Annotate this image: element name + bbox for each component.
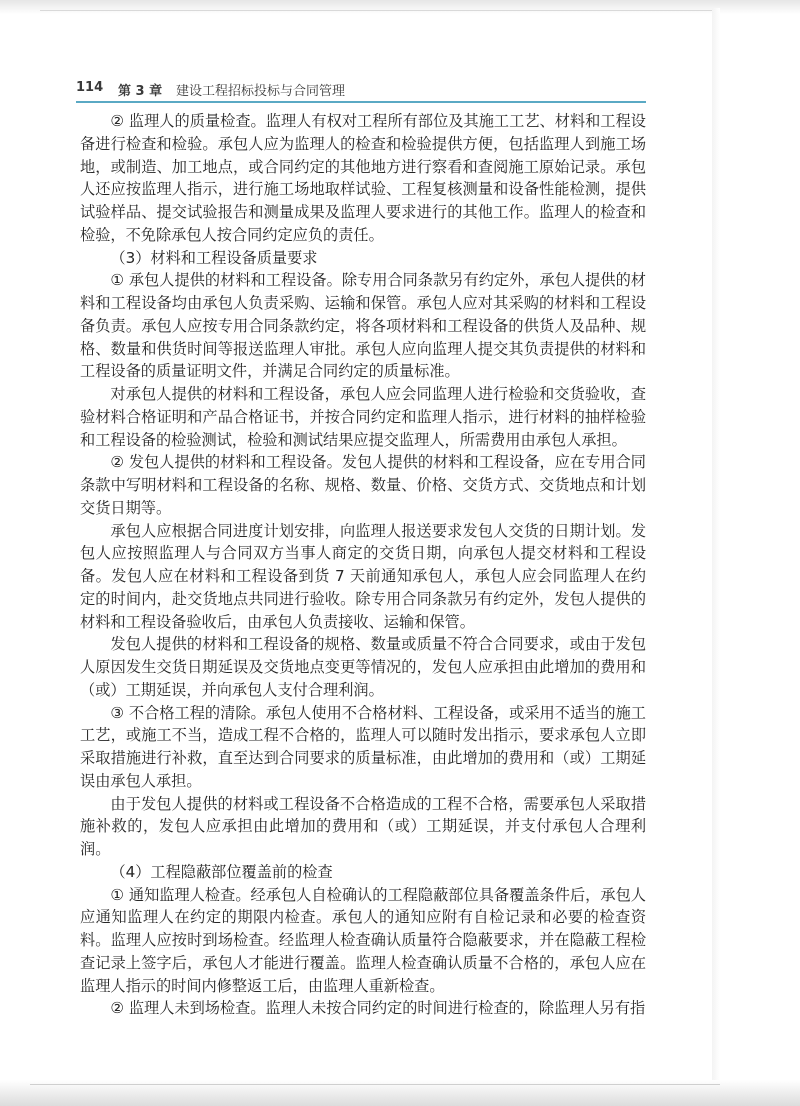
page-number: 114 <box>76 80 104 95</box>
paragraph: 承包人应根据合同进度计划安排，向监理人报送要求发包人交货的日期计划。发包人应按照监理人与合同双方当事人商定的交货日期，向承包人提交材料和工程设备。发包人应在材料和工程设备到货 7 天前通知承包人，承包人应会同监理人在约定的时间内，赴交货地点共同进行验收。除专用合同条款另有约定外，发包人提供的材料和工程设备验收后，由承包人负责接收、运输和保管。 <box>80 521 646 631</box>
scan-edge-top <box>0 0 800 14</box>
paragraph: ① 通知监理人检查。经承包人自检确认的工程隐蔽部位具备覆盖条件后，承包人应通知监理人在约定的期限内检查。承包人的通知应附有自检记录和必要的检查资料。监理人应按时到场检查。经监理人检查确认质量符合隐蔽要求，并在隐蔽工程检查记录上签字后，承包人才能进行覆盖。监理人检查确认质量不合格的，承包人应在监理人指示的时间内修整返工后，由监理人重新检查。 <box>80 885 646 995</box>
scan-edge-bottom-line <box>30 1084 720 1085</box>
paragraph: ② 发包人提供的材料和工程设备。发包人提供的材料和工程设备，应在专用合同条款中写明材料和工程设备的名称、规格、数量、价格、交货方式、交货地点和计划交货日期等。 <box>80 453 646 517</box>
paragraph: ① 承包人提供的材料和工程设备。除专用合同条款另有约定外，承包人提供的材料和工程设备均由承包人负责采购、运输和保管。承包人应对其采购的材料和工程设备负责。承包人应按专用合同条款约定，将各项材料和工程设备的供货人及品种、规格、数量和供货时间等报送监理人审批。承包人应向监理人提交其负责提供的材料和工程设备的质量证明文件，并满足合同约定的质量标准。 <box>80 271 646 381</box>
paragraph: 发包人提供的材料和工程设备的规格、数量或质量不符合合同要求，或由于发包人原因发生交货日期延误及交货地点变更等情况的，发包人应承担由此增加的费用和（或）工期延误，并向承包人支付合理利润。 <box>80 635 646 699</box>
page-edge-shadow <box>712 8 720 1093</box>
section-heading: （3）材料和工程设备质量要求 <box>110 248 318 267</box>
paragraph: 对承包人提供的材料和工程设备，承包人应会同监理人进行检验和交货验收，查验材料合格证明和产品合格证书，并按合同约定和监理人指示，进行材料的抽样检验和工程设备的检验测试，检验和测试结果应提交监理人，所需费用由承包人承担。 <box>80 385 646 449</box>
body-text <box>80 110 646 1020</box>
chapter-title: 建设工程招标投标与合同管理 <box>176 84 346 99</box>
paragraph: ② 监理人未到场检查。监理人未按合同约定的时间进行检查的，除监理人另有指 <box>110 999 646 1018</box>
paragraph: ③ 不合格工程的清除。承包人使用不合格材料、工程设备，或采用不适当的施工工艺，或施工不当，造成工程不合格的，监理人可以随时发出指示，要求承包人立即采取措施进行补救，直至达到合同要求的质量标准，由此增加的费用和（或）工期延误由承包人承担。 <box>80 703 646 790</box>
paragraph: 由于发包人提供的材料或工程设备不合格造成的工程不合格，需要承包人采取措施补救的，发包人应承担由此增加的费用和（或）工期延误，并支付承包人合理利润。 <box>80 794 646 858</box>
chapter-label: 第 3 章 <box>118 84 163 99</box>
running-header <box>76 80 646 102</box>
header-rule <box>76 101 646 103</box>
section-heading: （4）工程隐蔽部位覆盖前的检查 <box>110 862 333 881</box>
scan-edge-top-line <box>40 10 720 11</box>
paragraph: ② 监理人的质量检查。监理人有权对工程所有部位及其施工工艺、材料和工程设备进行检查和检验。承包人应为监理人的检查和检验提供方便，包括监理人到施工场地，或制造、加工地点，或合同约定的其他地方进行察看和查阅施工原始记录。承包人还应按监理人指示，进行施工场地取样试验、工程复核测量和设备性能检测，提供试验样品、提交试验报告和测量成果及监理人要求进行的其他工作。监理人的检查和检验，不免除承包人按合同约定应负的责任。 <box>80 112 646 244</box>
